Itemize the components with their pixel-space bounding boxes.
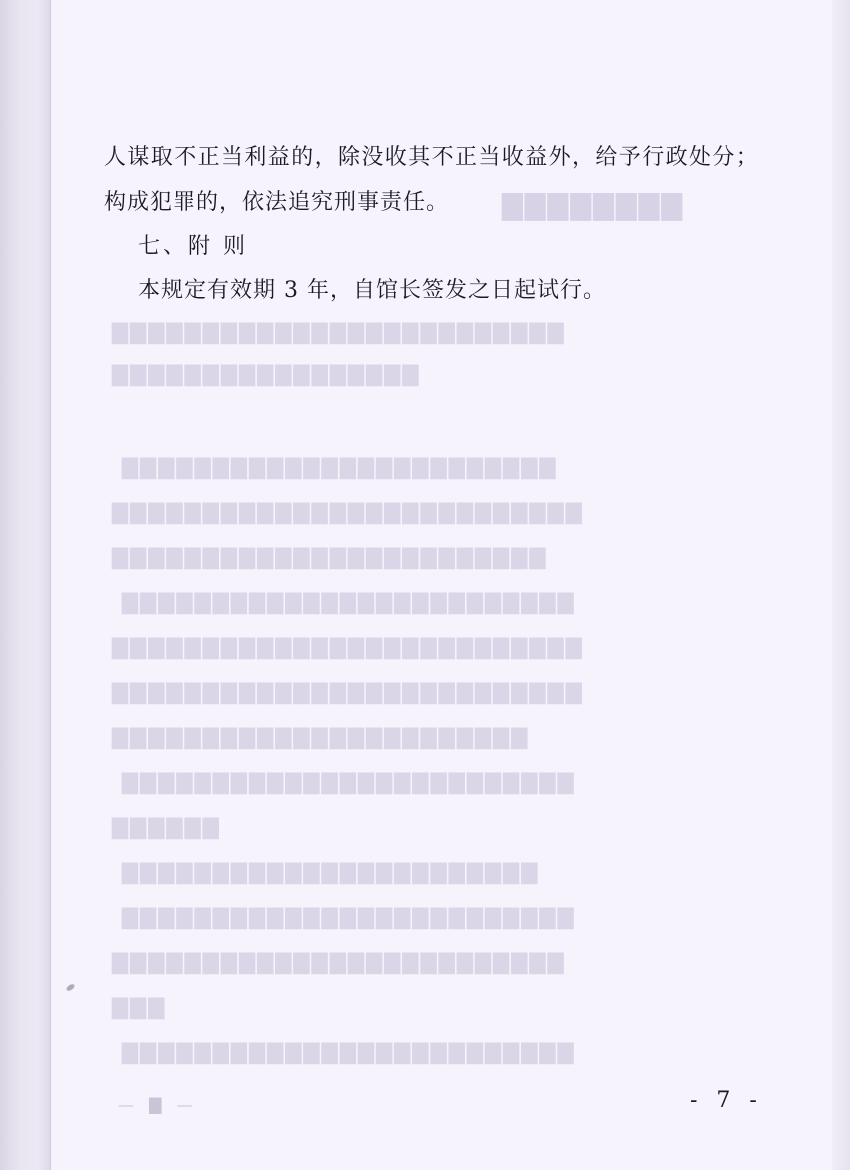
body-line-1: 人谋取不正当利益的，除没收其不正当收益外，给予行政处分； [104,145,760,170]
page-number: - 7 - [690,1088,763,1113]
show-through-line: ▇▇▇▇▇▇▇▇▇▇▇▇▇▇▇▇▇▇▇▇▇▇▇▇▇ [120,770,574,794]
show-through-line: ▇▇▇▇▇▇▇▇▇▇▇▇▇▇▇▇▇▇▇▇▇▇▇▇▇ [120,590,574,614]
show-through-line: ▇▇▇▇▇▇▇▇▇▇▇▇▇▇▇▇▇▇▇▇▇▇▇▇ [120,455,556,479]
show-through-line: ▇▇▇▇▇▇▇▇▇▇▇▇▇▇▇▇▇▇▇▇▇▇▇▇▇▇ [110,635,582,659]
show-through-line: ▇▇▇▇▇▇▇▇▇▇▇▇▇▇▇▇▇▇▇▇▇▇▇▇▇ [110,950,564,974]
show-through-line: ▇▇▇ [110,995,165,1019]
show-through-heading: ▇▇▇▇▇▇▇▇ [500,190,683,221]
show-through-line: ▇▇▇▇▇▇▇▇▇▇▇▇▇▇▇▇▇▇▇▇▇▇▇▇ [110,545,546,569]
show-through-line: ▇▇▇▇▇▇▇▇▇▇▇▇▇▇▇▇▇▇▇▇▇▇▇▇▇ [120,1040,574,1064]
show-through-line: ▇▇▇▇▇▇▇▇▇▇▇▇▇▇▇▇▇ [110,362,419,386]
section-heading: 七、附 则 [138,234,248,259]
show-through-line: ▇▇▇▇▇▇▇▇▇▇▇▇▇▇▇▇▇▇▇▇▇▇▇▇▇ [120,905,574,929]
body-line-4: 本规定有效期 3 年，自馆长签发之日起试行。 [138,278,606,303]
show-through-line: ▇▇▇▇▇▇▇▇▇▇▇▇▇▇▇▇▇▇▇▇▇▇▇ [120,860,538,884]
show-through-line: ▇▇▇▇▇▇ [110,815,219,839]
show-through-line: ▇▇▇▇▇▇▇▇▇▇▇▇▇▇▇▇▇▇▇▇▇▇▇▇▇▇ [110,680,582,704]
show-through-line: ▇▇▇▇▇▇▇▇▇▇▇▇▇▇▇▇▇▇▇▇▇▇▇ [110,725,528,749]
show-through-page-number: — ▇ — [118,1095,198,1114]
show-through-line: ▇▇▇▇▇▇▇▇▇▇▇▇▇▇▇▇▇▇▇▇▇▇▇▇▇▇ [110,500,582,524]
body-line-2: 构成犯罪的，依法追究刑事责任。 [104,190,450,215]
show-through-line: ▇▇▇▇▇▇▇▇▇▇▇▇▇▇▇▇▇▇▇▇▇▇▇▇▇ [110,320,564,344]
